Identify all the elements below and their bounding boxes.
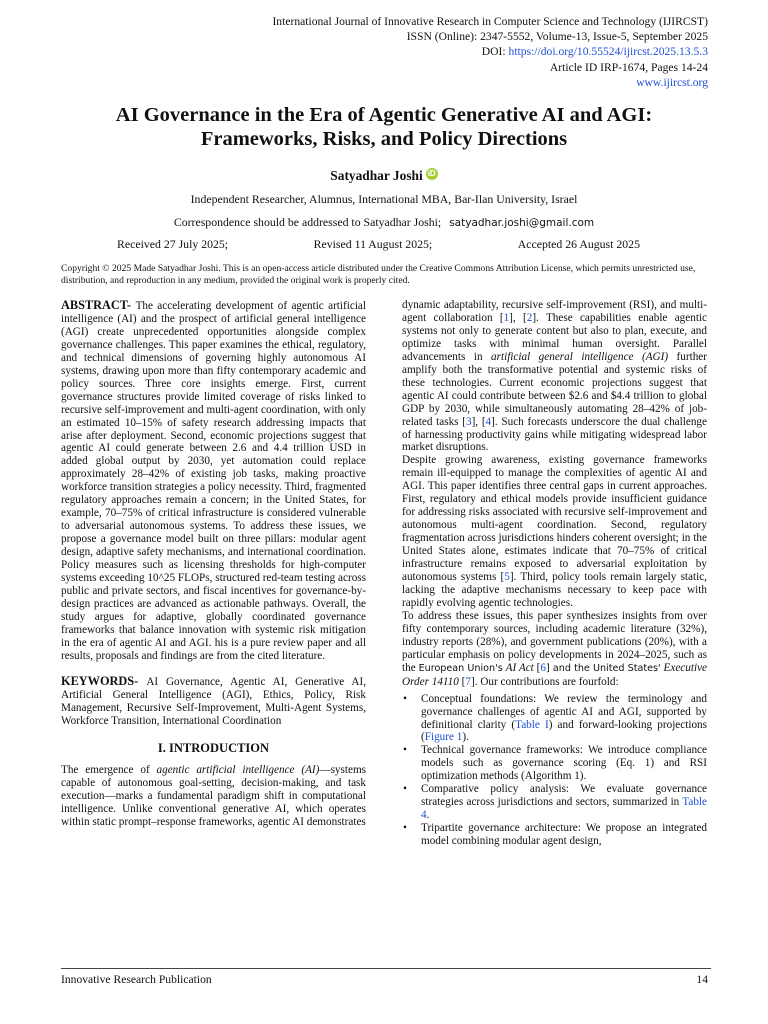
author-name: Satyadhar Joshi — [330, 168, 423, 183]
received-date: Received 27 July 2025; — [117, 237, 229, 251]
list-item — [402, 693, 707, 745]
issn-line: ISSN (Online): 2347-5552, Volume-13, Issue-5, September 2025 — [406, 30, 708, 44]
emphasis-agi: artificial general intelligence (AGI) — [491, 350, 669, 363]
orcid-icon[interactable]: iD — [427, 169, 436, 178]
citation-2[interactable]: 2 — [526, 311, 533, 324]
text-run: ], [ — [471, 415, 486, 428]
figure-1-link[interactable]: Figure 1 — [424, 731, 463, 744]
contributions-list — [402, 693, 707, 848]
correspondence — [0, 215, 768, 230]
text-run: —systems capable of autonomous goal-setting, decision-making, and task execution—marks a fundamental paradigm shift in computational intelligence. Unlike conventional generative AI, which operates within static prompt–response frameworks, agentic AI demonstrates — [61, 764, 367, 829]
website-link[interactable]: www.ijircst.org — [636, 75, 708, 89]
title-line-2: Frameworks, Risks, and Policy Directions — [200, 128, 568, 150]
text-run: Technical governance frameworks: We introduce compliance models such as governance scoring (Eq. 1) and RSI optimization methods (Algorithm 1). — [421, 744, 707, 783]
abstract — [61, 299, 366, 663]
text-run: dynamic adaptability, recursive self-improvement (RSI), and multi-agent collaboration [ — [402, 299, 707, 324]
text-run: Tripartite governance architecture: We propose an integrated model combining modular agent design, — [421, 822, 707, 848]
dates-row — [117, 237, 640, 252]
text-run: further amplify both the transformative potential and systemic risks of these technologies. Current economic projections suggest that agentic AI could contribute between $2.6 and $4.4 trillion to global GDP by 2030, while simultaneously automating 28–42% of job-related tasks [ — [402, 350, 707, 428]
citation-1[interactable]: 1 — [503, 311, 510, 324]
footer-publisher: Innovative Research Publication — [61, 973, 212, 986]
emphasis-agentic-ai: agentic artificial intelligence (AI) — [156, 764, 320, 777]
list-item — [402, 783, 707, 822]
intro-paragraph-1 — [61, 764, 366, 829]
paper-title — [40, 103, 728, 151]
section-heading-introduction: I. INTRODUCTION — [157, 740, 270, 755]
list-item — [402, 822, 707, 848]
table-1-link[interactable]: Table I — [515, 718, 549, 731]
text-run: [ — [533, 661, 541, 674]
author-line — [0, 168, 768, 184]
doi-label: DOI: — [481, 45, 509, 59]
list-item — [402, 744, 707, 783]
citation-3[interactable]: 3 — [465, 415, 472, 428]
abstract-text: The accelerating development of agentic artificial intelligence (AI) and the prospect of artificial general intelligence (AGI) create unprecedented opportunities alongside complex governance challenges. This paper examines the ethical, regulatory, and technical dimensions of governing highly autonomous AI systems, drawing upon more than fifty contemporary academic and policy sources. Three core insights emerge. First, current governance structures provide limited coverage of risks linked to recursive self-improvement and multi-agent coordination, with only an estimated 10–15% of safety research addressing impacts that arise after deployment. Second, economic projections suggest that agentic AI could generate between 2.6 and 4.4 trillion USD in added global output by 2030, yet automation could replace approximately 28–42% of existing job tasks, making proactive workforce transition strategies a policy necessity. Third, fragmented regulatory approaches remain a concern; in the United States, for example, 70–75% of critical infrastructure is considered vulnerable to adversarial autonomous systems. To address these issues, we propose a governance model built on three pillars: modular agent design, adaptive safety mechanisms, and international coordination. Policy measures such as licensing thresholds for high-computer systems exceeding 10^25 FLOPs, structured red-team testing across public and private sectors, and fiscal incentives for governance-by-design practices are advanced as actionable pathways. Overall, the study argues for adaptive, globally coordinated governance frameworks that balance innovation with systemic risk mitigation in the era of agentic AI and AGI. his is a pure review paper and all results, proposals and findings are from the cited literature. — [61, 300, 366, 662]
left-column — [61, 299, 366, 829]
correspondence-text: Correspondence should be addressed to Satyadhar Joshi; — [173, 215, 442, 229]
text-run: To address these issues, this paper synthesizes insights from over fifty contemporary sources, including academic literature (32%), industry reports (28%), and government publications (20%), with a particular emphasis on policy developments in 2024–2025, such as the — [402, 609, 707, 674]
intro-paragraph-1-continued — [402, 299, 707, 454]
title-line-1: AI Governance in the Era of Agentic Generative AI and AGI: — [115, 104, 653, 126]
accepted-date: Accepted 26 August 2025 — [517, 237, 640, 251]
page-number: 14 — [696, 973, 708, 986]
text-run: ]. Third, policy tools remain largely static, lacking the adaptive mechanisms necessary to keep pace with rapidly evolving agentic technologies. — [402, 571, 707, 609]
footer-divider — [61, 968, 711, 969]
text-run: [ — [461, 675, 466, 688]
emphasis-ai-act: AI Act — [505, 661, 534, 674]
text-run: The emergence of — [61, 764, 157, 777]
correspondence-email[interactable]: satyadhar.joshi@gmail.com — [449, 217, 595, 229]
text-run: Comparative policy analysis: We evaluate governance strategies across jurisdictions and sectors, summarized in — [421, 783, 707, 809]
citation-7[interactable]: 7 — [465, 675, 471, 688]
citation-6[interactable]: 6 — [540, 661, 546, 674]
journal-header — [272, 14, 708, 90]
keywords-text: AI Governance, Agentic AI, Generative AI, Artificial General Intelligence (AGI), Ethics, Policy, Risk Management, Recursive Self-Improvement, Multi-Agent Systems, Workforce Transition, International Coordination — [61, 675, 366, 727]
text-run: ]. Such forecasts underscore the dual challenge of harnessing productivity gains while mitigating widespread labor market disruptions. — [402, 415, 707, 454]
doi-link[interactable]: https://doi.org/10.55524/ijircst.2025.13.5.3 — [508, 45, 708, 59]
table-4-link[interactable]: Table 4 — [421, 796, 707, 822]
text-run: ], [ — [509, 311, 527, 324]
emphasis-executive-order: Executive Order 14110 — [402, 661, 708, 688]
journal-name: International Journal of Innovative Research in Computer Science and Technology (IJIRCST) — [272, 15, 708, 28]
text-run: ]. Our contributions are fourfold: — [471, 675, 619, 688]
text-run: Conceptual foundations: We review the terminology and governance challenges of agentic AI and AGI, supported by definitional clarity ( — [421, 692, 707, 731]
text-run-sans: European Union's — [418, 662, 503, 674]
copyright-notice: Copyright © 2025 Made Satyadhar Joshi. This is an open-access article distributed under the Creative Commons Attribution License, which permits unrestricted use, distribution, and reproduction in any medium, provided the original work is properly cited. — [61, 263, 696, 287]
doi-line — [272, 44, 708, 59]
right-column — [402, 299, 707, 848]
citation-4[interactable]: 4 — [485, 415, 492, 428]
article-id: Article ID IRP-1674, Pages 14-24 — [549, 60, 708, 74]
intro-paragraph-2 — [402, 454, 707, 609]
keywords — [61, 675, 366, 728]
text-run: ) and forward-looking projections ( — [421, 718, 707, 744]
text-run: ]. These capabilities enable agentic systems not only to generate content but also to plan, execute, and optimize tasks with minimal human oversight. Parallel advancements in — [402, 311, 707, 363]
text-run: . — [426, 809, 430, 822]
text-run: Despite growing awareness, existing governance frameworks remain ill-equipped to manage the complexities of agentic AI and AGI. This paper identifies three central gaps in current approaches. First, regulatory and ethical models provide insufficient guidance for addressing risks associated with recursive self-improvement and autonomous multi-agent coordination. Second, regulatory fragmentation across jurisdictions hinders coherent oversight; in the United States alone, estimates indicate that 70–75% of critical infrastructure remains exposed to adversarial exploitation by autonomous systems [ — [402, 454, 707, 584]
citation-5[interactable]: 5 — [504, 571, 510, 584]
text-run-sans: ] and the United States' — [546, 662, 661, 674]
affiliation: Independent Researcher, Alumnus, International MBA, Bar-Ilan University, Israel — [190, 192, 578, 206]
text-run: ). — [462, 731, 469, 744]
revised-date: Revised 11 August 2025; — [313, 237, 433, 251]
keywords-label: KEYWORDS- — [61, 673, 147, 688]
abstract-label: ABSTRACT- — [61, 298, 136, 312]
intro-paragraph-3 — [402, 610, 707, 689]
